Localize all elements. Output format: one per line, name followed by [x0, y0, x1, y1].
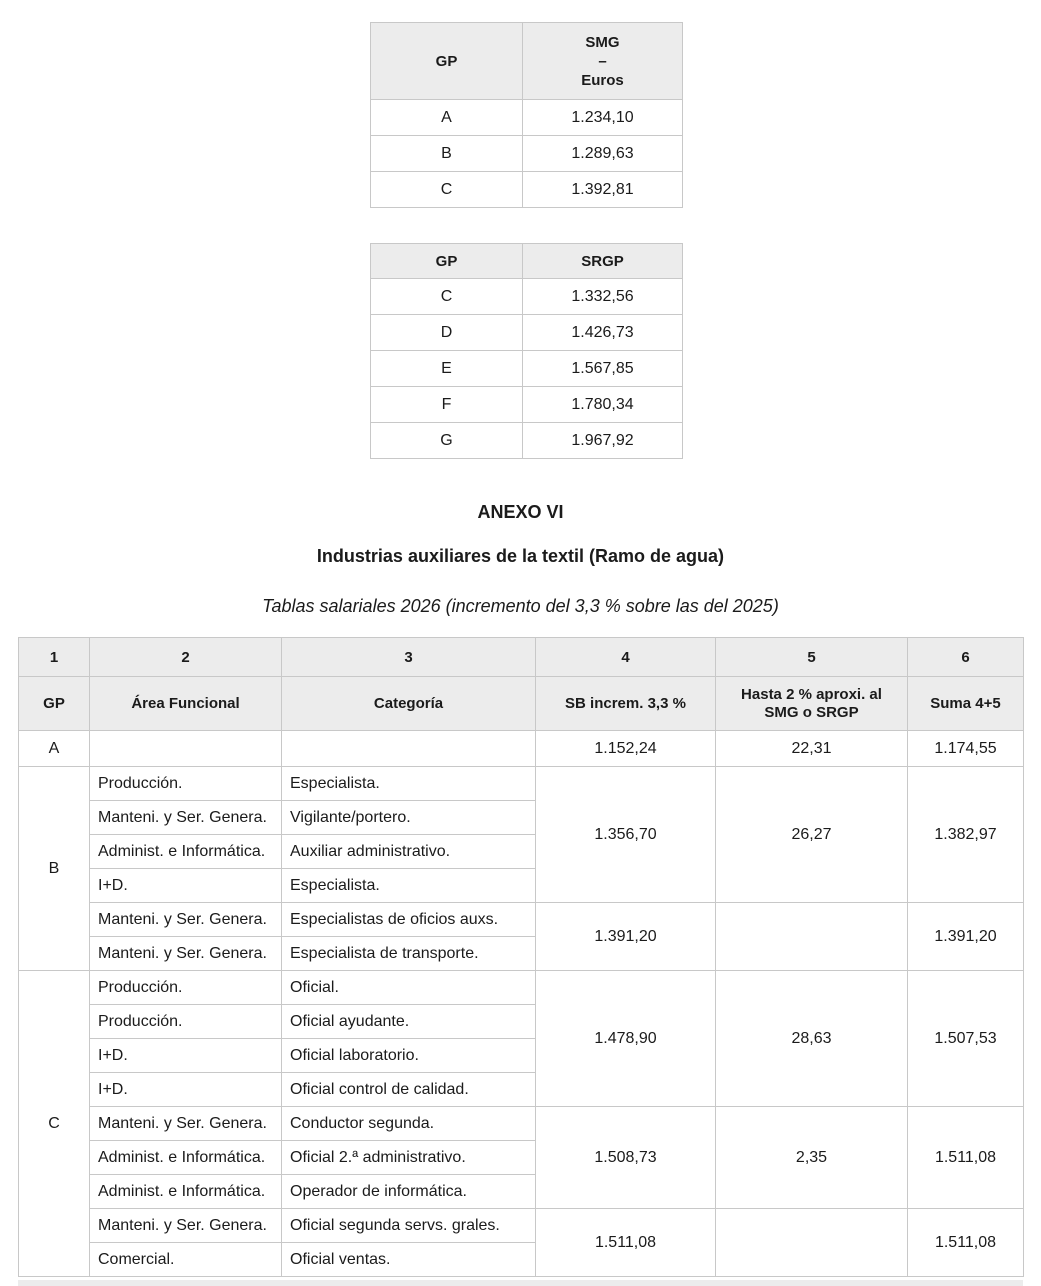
category-cell: Oficial 2.ª administrativo. — [282, 1141, 536, 1175]
column-number: 3 — [282, 638, 536, 677]
category-cell — [282, 731, 536, 767]
table-row — [371, 315, 683, 351]
hasta-cell: 26,27 — [716, 767, 908, 903]
area-cell: I+D. — [90, 1039, 282, 1073]
area-cell: Administ. e Informática. — [90, 835, 282, 869]
smg-header-line-1: SMG — [585, 33, 620, 51]
category-cell: Especialistas de oficios auxs. — [282, 903, 536, 937]
smg-euros-table — [370, 22, 683, 208]
sb-cell: 1.152,24 — [536, 731, 716, 767]
sb-cell: 1.478,90 — [536, 971, 716, 1107]
category-cell: Oficial laboratorio. — [282, 1039, 536, 1073]
area-cell: Manteni. y Ser. Genera. — [90, 1107, 282, 1141]
salary-table — [18, 637, 1024, 1277]
area-cell: Administ. e Informática. — [90, 1175, 282, 1209]
category-cell: Vigilante/portero. — [282, 801, 536, 835]
smg-table-gp-header: GP — [371, 23, 523, 100]
sb-cell: 1.511,08 — [536, 1209, 716, 1277]
hasta-cell — [716, 1209, 908, 1277]
gp-cell: F — [371, 387, 523, 423]
area-cell: Comercial. — [90, 1243, 282, 1277]
gp-cell: E — [371, 351, 523, 387]
area-cell: I+D. — [90, 1073, 282, 1107]
column-header-sb: SB increm. 3,3 % — [536, 677, 716, 731]
sb-cell: 1.508,73 — [536, 1107, 716, 1209]
suma-cell: 1.511,08 — [908, 1107, 1024, 1209]
value-cell: 1.332,56 — [523, 279, 683, 315]
table-row — [371, 387, 683, 423]
area-cell: Manteni. y Ser. Genera. — [90, 1209, 282, 1243]
gp-cell: C — [371, 279, 523, 315]
value-cell: 1.289,63 — [523, 136, 683, 172]
area-cell: Producción. — [90, 971, 282, 1005]
category-cell: Especialista. — [282, 869, 536, 903]
value-cell: 1.967,92 — [523, 423, 683, 459]
smg-header-line-2: – — [598, 52, 607, 70]
area-cell: I+D. — [90, 869, 282, 903]
sb-cell: 1.391,20 — [536, 903, 716, 971]
srgp-table-gp-header: GP — [371, 244, 523, 279]
area-cell: Administ. e Informática. — [90, 1141, 282, 1175]
table-row — [19, 971, 1024, 1005]
sb-cell: 1.356,70 — [536, 767, 716, 903]
hasta-cell: 28,63 — [716, 971, 908, 1107]
document-title: Industrias auxiliares de la textil (Ramo de agua) — [316, 546, 725, 566]
column-header-area: Área Funcional — [90, 677, 282, 731]
area-cell: Producción. — [90, 767, 282, 801]
table-row — [371, 279, 683, 315]
category-cell: Oficial control de calidad. — [282, 1073, 536, 1107]
suma-cell: 1.507,53 — [908, 971, 1024, 1107]
category-cell: Oficial ayudante. — [282, 1005, 536, 1039]
gp-cell: A — [371, 100, 523, 136]
suma-cell: 1.174,55 — [908, 731, 1024, 767]
column-header-hasta: Hasta 2 % aproxi. al SMG o SRGP — [716, 677, 908, 731]
anexo-heading: ANEXO VI — [477, 502, 564, 522]
column-number: 5 — [716, 638, 908, 677]
value-cell: 1.780,34 — [523, 387, 683, 423]
next-table-fragment — [18, 1280, 1023, 1286]
column-header-suma: Suma 4+5 — [908, 677, 1024, 731]
category-cell: Oficial ventas. — [282, 1243, 536, 1277]
gp-cell: G — [371, 423, 523, 459]
document-subtitle: Tablas salariales 2026 (incremento del 3,3 % sobre las del 2025) — [262, 596, 779, 616]
gp-cell: B — [19, 767, 90, 971]
category-cell: Oficial segunda servs. grales. — [282, 1209, 536, 1243]
srgp-table — [370, 243, 683, 459]
area-cell: Manteni. y Ser. Genera. — [90, 937, 282, 971]
suma-cell: 1.511,08 — [908, 1209, 1024, 1277]
category-cell: Oficial. — [282, 971, 536, 1005]
category-cell: Especialista. — [282, 767, 536, 801]
area-cell: Producción. — [90, 1005, 282, 1039]
column-header-gp: GP — [19, 677, 90, 731]
srgp-table-value-header: SRGP — [523, 244, 683, 279]
table-row — [371, 423, 683, 459]
column-number: 2 — [90, 638, 282, 677]
value-cell: 1.392,81 — [523, 172, 683, 208]
column-number: 6 — [908, 638, 1024, 677]
category-cell: Conductor segunda. — [282, 1107, 536, 1141]
gp-cell: D — [371, 315, 523, 351]
gp-cell: A — [19, 731, 90, 767]
category-cell: Especialista de transporte. — [282, 937, 536, 971]
value-cell: 1.426,73 — [523, 315, 683, 351]
value-cell: 1.234,10 — [523, 100, 683, 136]
category-cell: Auxiliar administrativo. — [282, 835, 536, 869]
area-cell: Manteni. y Ser. Genera. — [90, 801, 282, 835]
gp-cell: C — [19, 971, 90, 1277]
table-row — [19, 731, 1024, 767]
table-row — [371, 172, 683, 208]
suma-cell: 1.391,20 — [908, 903, 1024, 971]
suma-cell: 1.382,97 — [908, 767, 1024, 903]
category-cell: Operador de informática. — [282, 1175, 536, 1209]
table-row — [371, 351, 683, 387]
area-cell: Manteni. y Ser. Genera. — [90, 903, 282, 937]
table-row — [371, 136, 683, 172]
value-cell: 1.567,85 — [523, 351, 683, 387]
gp-cell: B — [371, 136, 523, 172]
hasta-cell: 2,35 — [716, 1107, 908, 1209]
hasta-cell: 22,31 — [716, 731, 908, 767]
area-cell — [90, 731, 282, 767]
table-row — [19, 903, 1024, 937]
gp-cell: C — [371, 172, 523, 208]
table-row — [371, 100, 683, 136]
smg-table-value-header — [523, 23, 683, 100]
table-row — [19, 767, 1024, 801]
table-row — [19, 1107, 1024, 1141]
column-number: 1 — [19, 638, 90, 677]
hasta-cell — [716, 903, 908, 971]
column-number: 4 — [536, 638, 716, 677]
table-row — [19, 1209, 1024, 1243]
column-header-categoria: Categoría — [282, 677, 536, 731]
smg-header-line-3: Euros — [581, 71, 624, 89]
